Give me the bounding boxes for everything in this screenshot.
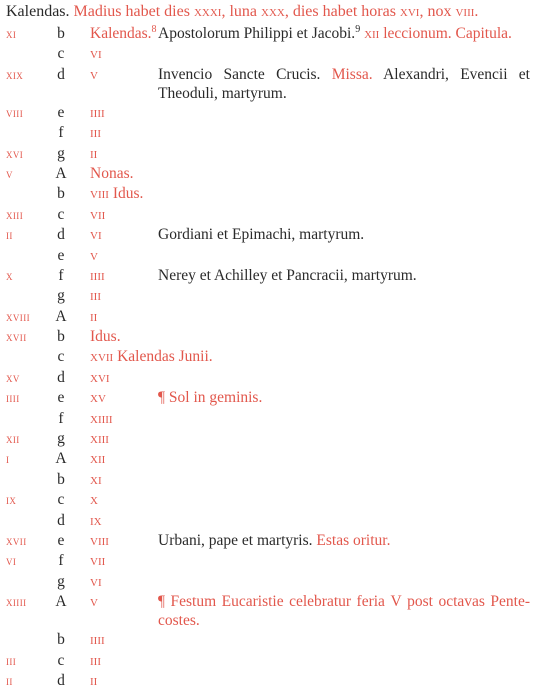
day-number: viii	[90, 185, 109, 203]
golden-number: xi	[6, 26, 17, 41]
day-reckoning	[90, 286, 101, 306]
calendar-row	[0, 429, 550, 449]
day-reckoning	[90, 490, 98, 510]
golden-number: xii	[6, 431, 20, 447]
heading-night-number: viii	[455, 3, 475, 20]
day-reckoning	[90, 592, 98, 612]
calendar-row	[0, 225, 550, 245]
dominical-letter: g	[57, 287, 65, 305]
day-reckoning	[90, 409, 113, 429]
golden-number: ii	[6, 672, 13, 688]
golden-number: xviii	[6, 308, 30, 324]
dominical-letter: A	[55, 307, 67, 325]
day-label: Nonas.	[90, 164, 134, 182]
dominical-letter: d	[57, 65, 65, 83]
day-label: xiiii	[90, 409, 113, 427]
day-reckoning	[90, 103, 105, 123]
golden-number: xvi	[6, 145, 24, 161]
day-label: vii	[90, 552, 106, 570]
day-label: vii	[90, 205, 106, 223]
dominical-letter: A	[55, 164, 67, 182]
calendar-row	[0, 24, 550, 44]
day-reckoning	[90, 368, 110, 388]
day-reckoning	[90, 531, 109, 551]
calendar-row	[0, 123, 550, 143]
day-label: xii	[90, 450, 106, 468]
day-reckoning	[90, 551, 105, 571]
dominical-letter: d	[57, 671, 65, 689]
dominical-letter: e	[57, 103, 65, 121]
day-label: v	[90, 246, 98, 264]
day-reckoning	[90, 164, 133, 184]
day-label: iii	[90, 651, 101, 669]
day-label: vi	[90, 226, 102, 244]
golden-number: ii	[6, 227, 13, 243]
calendar-row	[0, 347, 550, 367]
day-label: Kalendas.	[90, 25, 152, 42]
dominical-letter: c	[57, 348, 65, 366]
footnote-mark: 9	[355, 23, 361, 35]
day-reckoning	[90, 449, 105, 469]
calendar-row	[0, 327, 550, 347]
dominical-letter: g	[57, 572, 65, 590]
day-label: xv	[90, 389, 106, 407]
day-reckoning	[90, 65, 98, 85]
day-label: iiii	[90, 103, 105, 121]
dominical-letter: b	[57, 631, 65, 649]
dominical-letter: c	[57, 651, 65, 669]
dominical-letter: d	[57, 368, 65, 386]
heading-luna-number: xxx	[261, 3, 285, 20]
dominical-letter: f	[58, 409, 64, 427]
calendar-row	[0, 103, 550, 123]
feast-text-black: Invencio Sancte Crucis.	[158, 65, 321, 83]
golden-number: viii	[6, 104, 24, 120]
calendar-row	[0, 65, 550, 103]
day-reckoning	[90, 225, 102, 245]
day-reckoning	[90, 630, 105, 650]
dominical-letter: c	[57, 491, 65, 509]
calendar-row	[0, 144, 550, 164]
golden-number: i	[6, 451, 10, 467]
feast-text	[158, 65, 530, 103]
dominical-letter: f	[58, 552, 64, 570]
day-label: ix	[90, 511, 102, 529]
dominical-letter: A	[55, 593, 67, 611]
lessons-text: leccionum. Capitula.	[383, 25, 512, 42]
calendar-row	[0, 44, 550, 64]
dominical-letter: b	[57, 185, 65, 203]
dominical-letter: b	[57, 470, 65, 488]
heading-night-text: , nox	[419, 3, 452, 20]
calendar-row	[0, 551, 550, 571]
feria-number: V	[390, 593, 402, 611]
dominical-letter: e	[57, 531, 65, 549]
feast-text: Gordiani et Epimachi, martyrum.	[158, 226, 365, 244]
day-reckoning	[90, 266, 105, 286]
golden-number: iiii	[6, 390, 20, 406]
golden-number: xiii	[6, 206, 24, 222]
day-label: iii	[90, 124, 101, 142]
feast-text	[158, 531, 530, 551]
feast-text: Nerey et Achilley et Pancracii, martyrum.	[158, 266, 417, 284]
day-label: ii	[90, 671, 98, 689]
day-number: xvii	[90, 348, 114, 366]
feast-text-black-2: Alexandri, Evencii et Theoduli, martyrum.	[158, 65, 530, 102]
day-reckoning	[90, 651, 101, 671]
day-label: vi	[90, 572, 102, 590]
golden-number: vi	[6, 553, 17, 569]
calendar-row	[0, 630, 550, 650]
dominical-letter: d	[57, 511, 65, 529]
heading-kalendas: Kalendas.	[6, 3, 70, 20]
day-reckoning	[90, 24, 157, 44]
feast-text-black: Apostolorum Philippi et Jacobi.	[158, 25, 356, 42]
dominical-letter: f	[58, 124, 64, 142]
golden-number: xix	[6, 66, 24, 82]
golden-number: xvii	[6, 532, 27, 548]
day-reckoning	[90, 123, 101, 143]
heading-month-text: Madius habet dies	[73, 3, 190, 20]
feast-text	[158, 592, 530, 630]
calendar-table	[0, 24, 550, 691]
day-label: xiii	[90, 430, 109, 448]
calendar-row	[0, 286, 550, 306]
dominical-letter: d	[57, 226, 65, 244]
day-label: iii	[90, 287, 101, 305]
heading-hours-number: xvi	[399, 3, 420, 20]
dominical-letter: g	[57, 430, 65, 448]
calendar-row	[0, 266, 550, 286]
calendar-row	[0, 572, 550, 592]
calendar-row	[0, 490, 550, 510]
day-reckoning	[90, 671, 97, 691]
golden-number: xvii	[6, 329, 27, 345]
dominical-letter: c	[57, 45, 65, 63]
feast-text-black: Urbani, pape et martyris.	[158, 531, 313, 549]
day-reckoning	[90, 388, 106, 408]
calendar-row	[0, 205, 550, 225]
calendar-row	[0, 470, 550, 490]
day-label: v	[90, 593, 98, 611]
day-label: Kalendas Junii.	[117, 348, 213, 366]
dominical-letter: e	[57, 246, 65, 264]
feast-text: ¶ Sol in geminis.	[158, 389, 263, 407]
dominical-letter: e	[57, 389, 65, 407]
day-reckoning	[90, 327, 121, 347]
day-label: Idus.	[112, 185, 144, 203]
feast-text-2: post octavas Pente- costes.	[158, 593, 531, 630]
footnote-mark: 8	[151, 23, 157, 35]
day-reckoning	[90, 44, 102, 64]
day-reckoning	[90, 470, 102, 490]
calendar-heading	[6, 0, 546, 24]
day-reckoning	[90, 205, 105, 225]
calendar-row	[0, 409, 550, 429]
dominical-letter: b	[57, 328, 65, 346]
heading-days-number: xxxi	[193, 3, 222, 20]
golden-number: iii	[6, 652, 17, 668]
calendar-row	[0, 449, 550, 469]
calendar-row	[0, 246, 550, 266]
golden-number: v	[6, 165, 13, 181]
golden-number: x	[6, 267, 13, 283]
calendar-row	[0, 531, 550, 551]
feast-text-red: Estas oritur.	[316, 531, 391, 549]
day-label: v	[90, 65, 98, 83]
calendar-row	[0, 164, 550, 184]
dominical-letter: c	[57, 205, 65, 223]
day-label: vi	[90, 45, 102, 63]
calendar-row	[0, 592, 550, 630]
feast-text-red: Missa.	[331, 65, 373, 83]
feast-text	[158, 24, 530, 44]
heading-hours-text: , dies habet horas	[284, 3, 396, 20]
day-label: Idus.	[90, 328, 121, 346]
day-reckoning	[90, 347, 213, 367]
calendar-row	[0, 388, 550, 408]
calendar-row	[0, 307, 550, 327]
day-label: ii	[90, 144, 98, 162]
heading-end: .	[474, 3, 479, 20]
lessons-number: xii	[364, 25, 380, 42]
dominical-letter: b	[57, 25, 65, 42]
day-label: iiii	[90, 631, 105, 649]
day-reckoning	[90, 246, 98, 266]
day-label: ii	[90, 307, 98, 325]
day-label: xi	[90, 470, 102, 488]
day-reckoning	[90, 184, 143, 204]
calendar-row	[0, 368, 550, 388]
golden-number: xiiii	[6, 594, 27, 610]
day-label: iiii	[90, 266, 105, 284]
day-label: xvi	[90, 368, 110, 386]
calendar-row	[0, 184, 550, 204]
day-reckoning	[90, 307, 97, 327]
golden-number: ix	[6, 492, 17, 508]
dominical-letter: g	[57, 144, 65, 162]
dominical-letter: A	[55, 450, 67, 468]
dominical-letter: f	[58, 266, 64, 284]
day-reckoning	[90, 144, 97, 164]
golden-number: xv	[6, 369, 20, 385]
day-label: x	[90, 491, 98, 509]
calendar-row	[0, 511, 550, 531]
day-reckoning	[90, 572, 102, 592]
day-label: viii	[90, 531, 109, 549]
heading-luna-text: , luna	[221, 3, 257, 20]
day-reckoning	[90, 429, 109, 449]
feast-text-1: ¶ Festum Eucaristie celebratur feria	[158, 593, 385, 611]
calendar-row	[0, 651, 550, 671]
calendar-row	[0, 671, 550, 691]
day-reckoning	[90, 511, 102, 531]
